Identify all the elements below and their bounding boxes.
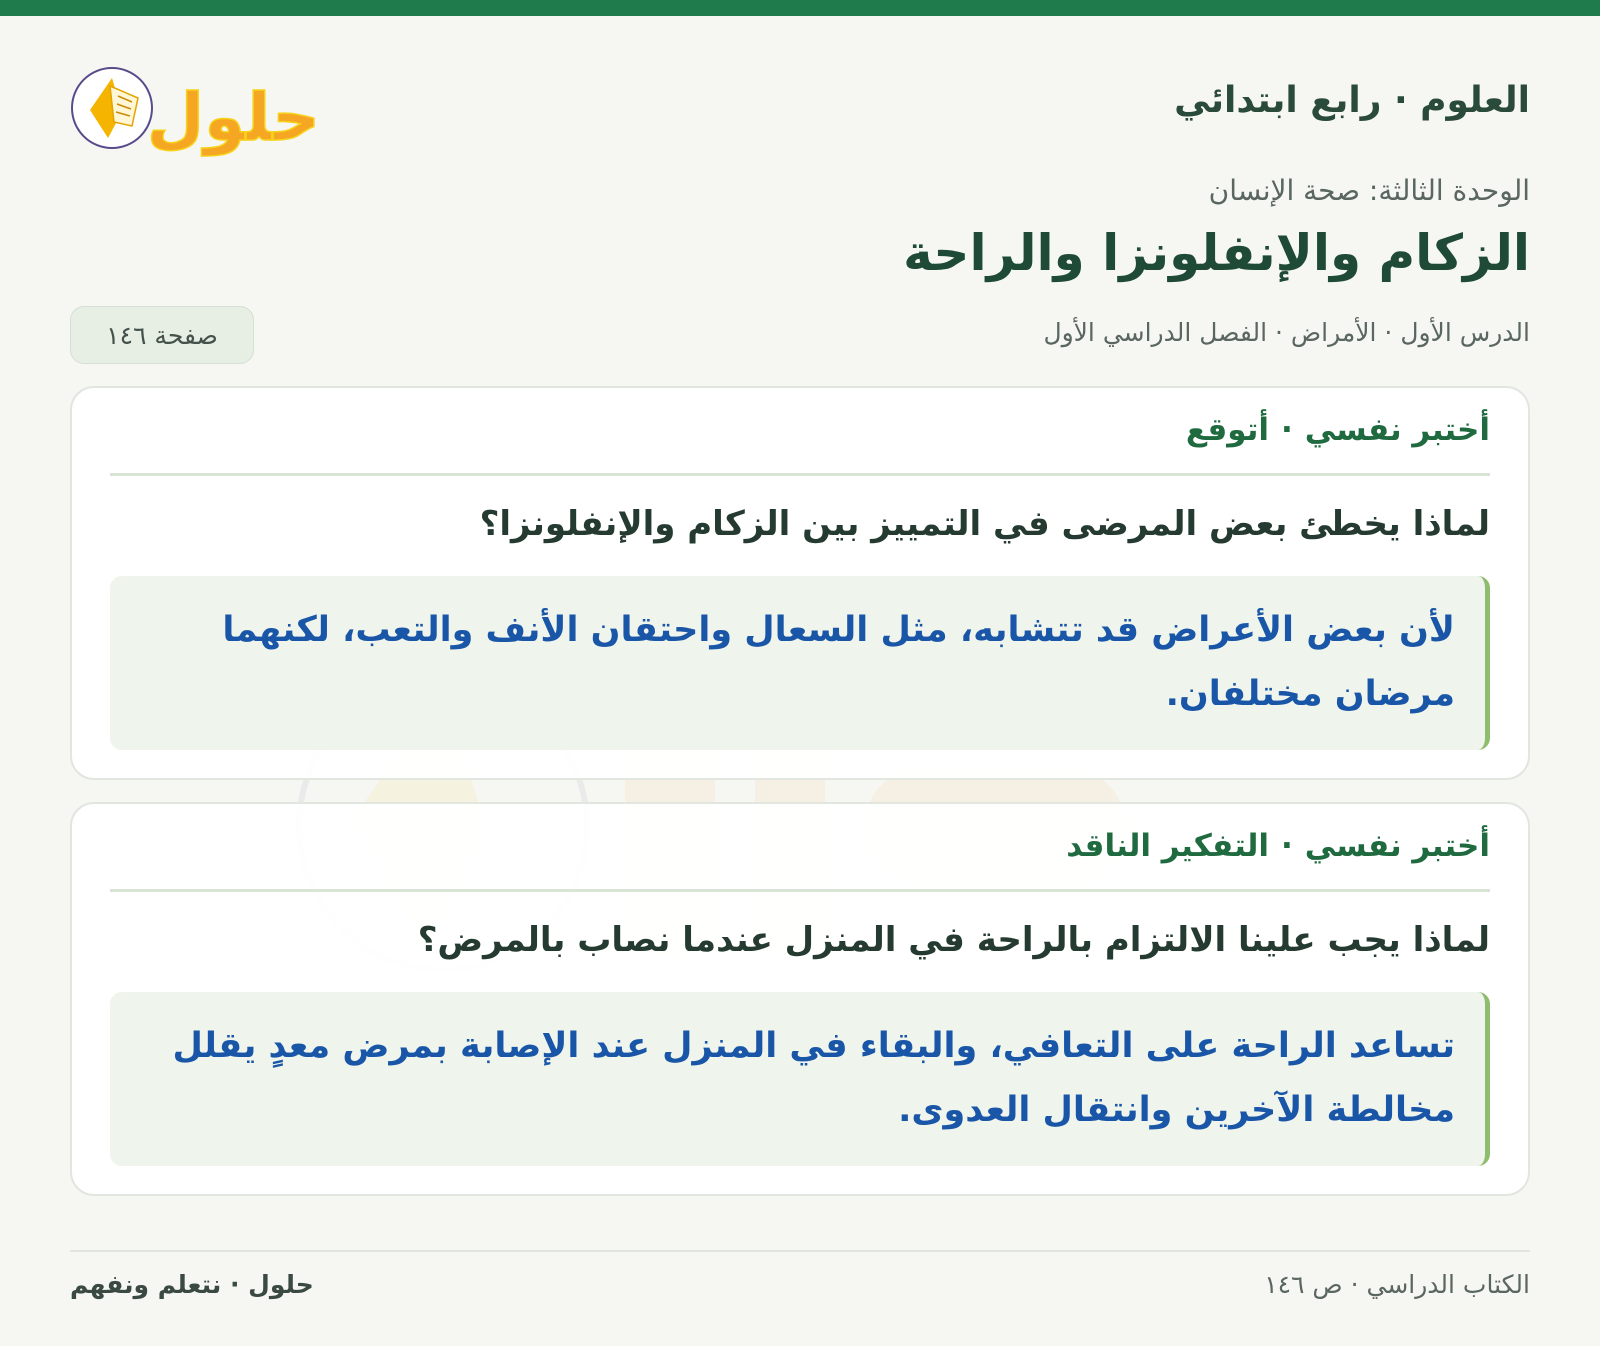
card-header [110,828,1490,892]
answer-box: لأن بعض الأعراض قد تتشابه، مثل السعال واحتقان الأنف والتعب، لكنهما مرضان مختلفان. [110,576,1490,750]
separator: · [1281,828,1293,864]
footer-book-reference: الكتاب الدراسي · ص ١٤٦ [1264,1270,1530,1299]
section-label: أختبر نفسي [1304,828,1490,864]
card-header [110,412,1490,476]
page [70,16,1530,1346]
footer-brand-tagline: حلول · نتعلم ونفهم [70,1270,314,1299]
separator: · [1281,412,1293,448]
lesson-meta: الدرس الأول · الأمراض · الفصل الدراسي الأول [1043,318,1530,347]
footer-divider [70,1250,1530,1252]
category-label: أتوقع [1185,412,1269,448]
book-icon [72,68,152,148]
page-number-badge: صفحة ١٤٦ [70,306,254,364]
top-accent-bar [0,0,1600,16]
logo-wordmark: حلول [146,79,320,156]
question-text: لماذا يخطئ بعض المرضى في التمييز بين الزكام والإنفلونزا؟ [479,504,1490,544]
subject-title: العلوم · رابع ابتدائي [1174,80,1530,121]
category-label: التفكير الناقد [1066,828,1269,864]
lesson-title: الزكام والإنفلونزا والراحة [903,224,1530,282]
question-card [70,802,1530,1196]
question-text: لماذا يجب علينا الالتزام بالراحة في المنزل عندما نصاب بالمرض؟ [417,920,1490,960]
unit-label: الوحدة الثالثة: صحة الإنسان [1208,174,1530,207]
section-label: أختبر نفسي [1304,412,1490,448]
hulool-logo [70,52,340,162]
question-card [70,386,1530,780]
answer-box: تساعد الراحة على التعافي، والبقاء في المنزل عند الإصابة بمرض معدٍ يقلل مخالطة الآخرين وانتقال العدوى. [110,992,1490,1166]
